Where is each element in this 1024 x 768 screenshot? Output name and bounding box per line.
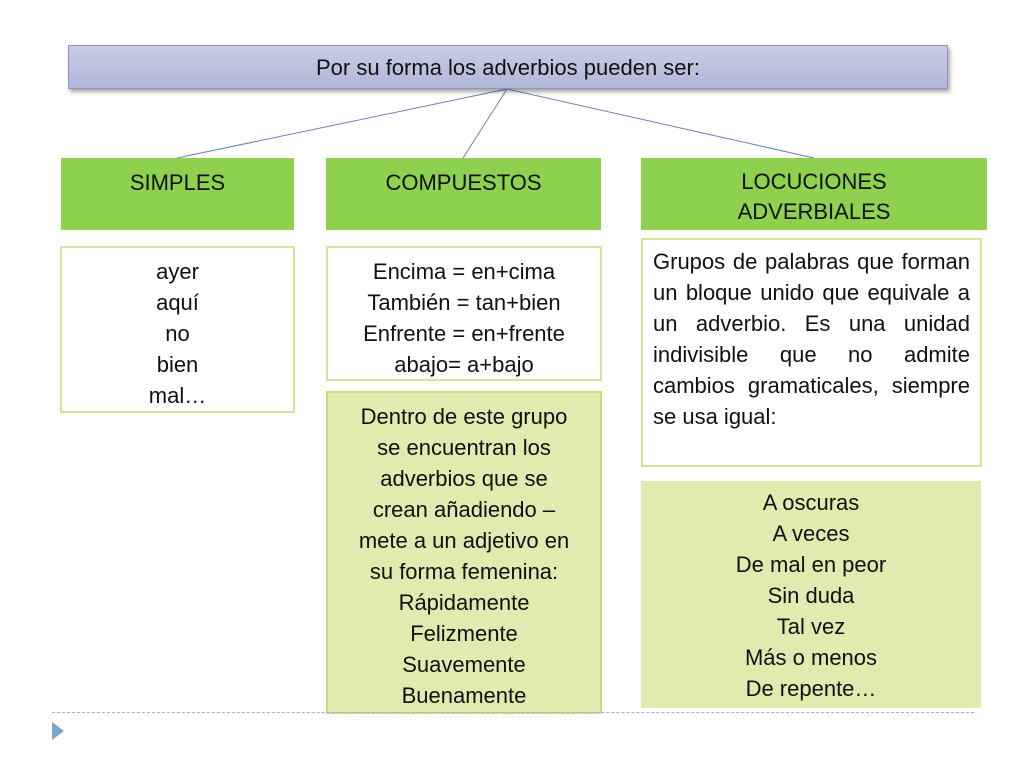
simples-examples-box <box>60 246 295 413</box>
connector-compuestos <box>463 89 507 158</box>
diagram-title: Por su forma los adverbios pueden ser: <box>68 45 948 89</box>
header-locuciones-line: LOCUCIONES <box>741 169 887 194</box>
compuestos-example: Encima = en+cima <box>372 259 556 284</box>
simples-example: no <box>165 321 190 346</box>
locuciones-example: Sin duda <box>767 583 855 608</box>
simples-example: ayer <box>156 259 199 284</box>
compuestos-note-line: Dentro de este grupo <box>360 404 568 429</box>
compuestos-note-line: Buenamente <box>401 683 527 708</box>
compuestos-example: Enfrente = en+frente <box>363 321 565 346</box>
locuciones-example: A veces <box>772 521 850 546</box>
compuestos-example: abajo= a+bajo <box>394 352 534 377</box>
compuestos-note-line: crean añadiendo – <box>372 497 556 522</box>
header-locuciones <box>641 158 987 230</box>
header-simples: SIMPLES <box>61 158 294 230</box>
locuciones-example: De mal en peor <box>735 552 887 577</box>
simples-example: bien <box>156 352 199 377</box>
connector-locuciones <box>507 89 814 158</box>
locuciones-example: De repente… <box>745 676 877 701</box>
compuestos-note-line: Felizmente <box>410 621 518 646</box>
locuciones-definition: Grupos de palabras que forman un bloque unido que equivale a un adverbio. Es una unidad indivisible que no admite cambios gramaticales, siempre se usa igual: <box>653 249 970 429</box>
connector-simples <box>177 89 507 158</box>
footer-divider <box>52 712 974 713</box>
compuestos-note-line: su forma femenina: <box>369 559 559 584</box>
header-compuestos: COMPUESTOS <box>326 158 601 230</box>
header-locuciones-line: ADVERBIALES <box>737 199 891 224</box>
compuestos-note-line: Rápidamente <box>398 590 530 615</box>
compuestos-note-line: adverbios que se <box>380 466 548 491</box>
locuciones-example: Más o menos <box>744 645 878 670</box>
simples-example: aquí <box>156 290 199 315</box>
locuciones-example: Tal vez <box>776 614 846 639</box>
next-arrow-icon[interactable] <box>52 722 64 740</box>
compuestos-note-box <box>326 391 602 714</box>
compuestos-example: También = tan+bien <box>367 290 561 315</box>
compuestos-note-line: Suavemente <box>402 652 526 677</box>
locuciones-examples-box <box>641 481 981 708</box>
locuciones-example: A oscuras <box>762 490 860 515</box>
simples-example: mal… <box>148 383 207 408</box>
locuciones-definition-box <box>641 238 982 467</box>
compuestos-note-line: se encuentran los <box>377 435 551 460</box>
compuestos-note-line: mete a un adjetivo en <box>358 528 570 553</box>
compuestos-examples-box <box>326 246 602 381</box>
